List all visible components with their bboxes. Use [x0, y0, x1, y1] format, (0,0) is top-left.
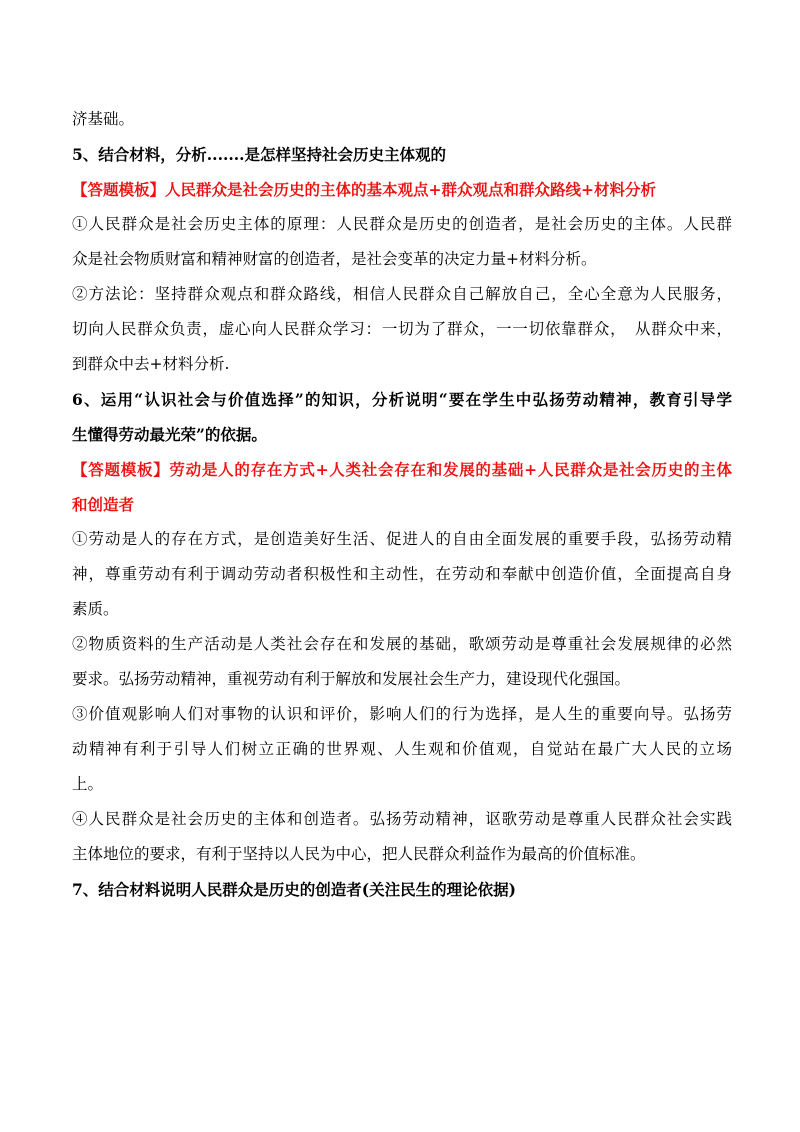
- answer-5-point-2-line-2: 切向人民群众负责，虚心向人民群众学习：一切为了群众，一一切依靠群众， 从群众中来，: [72, 320, 732, 338]
- answer-6-point-1-line-1: ①劳动是人的存在方式，是创造美好生活、促进人的自由全面发展的重要手段，弘扬劳动精: [72, 530, 732, 548]
- answer-template-5: 【答题模板】人民群众是社会历史的主体的基本观点+群众观点和群众路线+材料分析: [72, 180, 656, 199]
- paragraph-continuation: 济基础。: [72, 110, 135, 128]
- answer-5-point-2-line-3: 到群众中去+材料分析.: [72, 355, 230, 373]
- answer-6-point-2-line-2: 要求。弘扬劳动精神，重视劳动有利于解放和发展社会生产力，建设现代化强国。: [72, 670, 631, 688]
- answer-5-point-1-line-2: 众是社会物质财富和精神财富的创造者，是社会变革的决定力量+材料分析。: [72, 250, 597, 268]
- answer-5-point-2-line-1: ②方法论：坚持群众观点和群众路线，相信人民群众自己解放自己，全心全意为人民服务，: [72, 285, 732, 303]
- answer-template-6-line-2: 和创造者: [72, 495, 135, 514]
- answer-6-point-1-line-3: 素质。: [72, 600, 119, 618]
- answer-6-point-3-line-3: 上。: [72, 775, 104, 793]
- answer-6-point-1-line-2: 神，尊重劳动有利于调动劳动者积极性和主动性，在劳动和奉献中创造价值，全面提高自身: [72, 565, 732, 583]
- question-7-heading: 7、结合材料说明人民群众是历史的创造者(关注民生的理论依据): [72, 880, 516, 899]
- question-6-heading-line-2: 生懂得劳动最光荣”的依据。: [72, 425, 267, 444]
- question-6-heading-line-1: 6、运用“认识社会与价值选择”的知识，分析说明“要在学生中弘扬劳动精神，教育引导学: [72, 390, 732, 409]
- answer-6-point-3-line-2: 动精神有利于引导人们树立正确的世界观、人生观和价值观，自觉站在最广大人民的立场: [72, 740, 732, 758]
- answer-6-point-4-line-2: 主体地位的要求，有利于坚持以人民为中心，把人民群众利益作为最高的价值标准。: [72, 845, 646, 863]
- answer-6-point-4-line-1: ④人民群众是社会历史的主体和创造者。弘扬劳动精神，讴歌劳动是尊重人民群众社会实践: [72, 810, 732, 828]
- answer-5-point-1-line-1: ①人民群众是社会历史主体的原理：人民群众是历史的创造者，是社会历史的主体。人民群: [72, 215, 732, 233]
- question-5-heading: 5、结合材料，分析.......是怎样坚持社会历史主体观的: [72, 145, 447, 164]
- answer-6-point-2-line-1: ②物质资料的生产活动是人类社会存在和发展的基础，歌颂劳动是尊重社会发展规律的必然: [72, 635, 732, 653]
- answer-6-point-3-line-1: ③价值观影响人们对事物的认识和评价，影响人们的行为选择，是人生的重要向导。弘扬劳: [72, 705, 732, 723]
- answer-template-6-line-1: 【答题模板】劳动是人的存在方式+人类社会存在和发展的基础+人民群众是社会历史的主体: [72, 460, 732, 479]
- document-page: [72, 102, 732, 907]
